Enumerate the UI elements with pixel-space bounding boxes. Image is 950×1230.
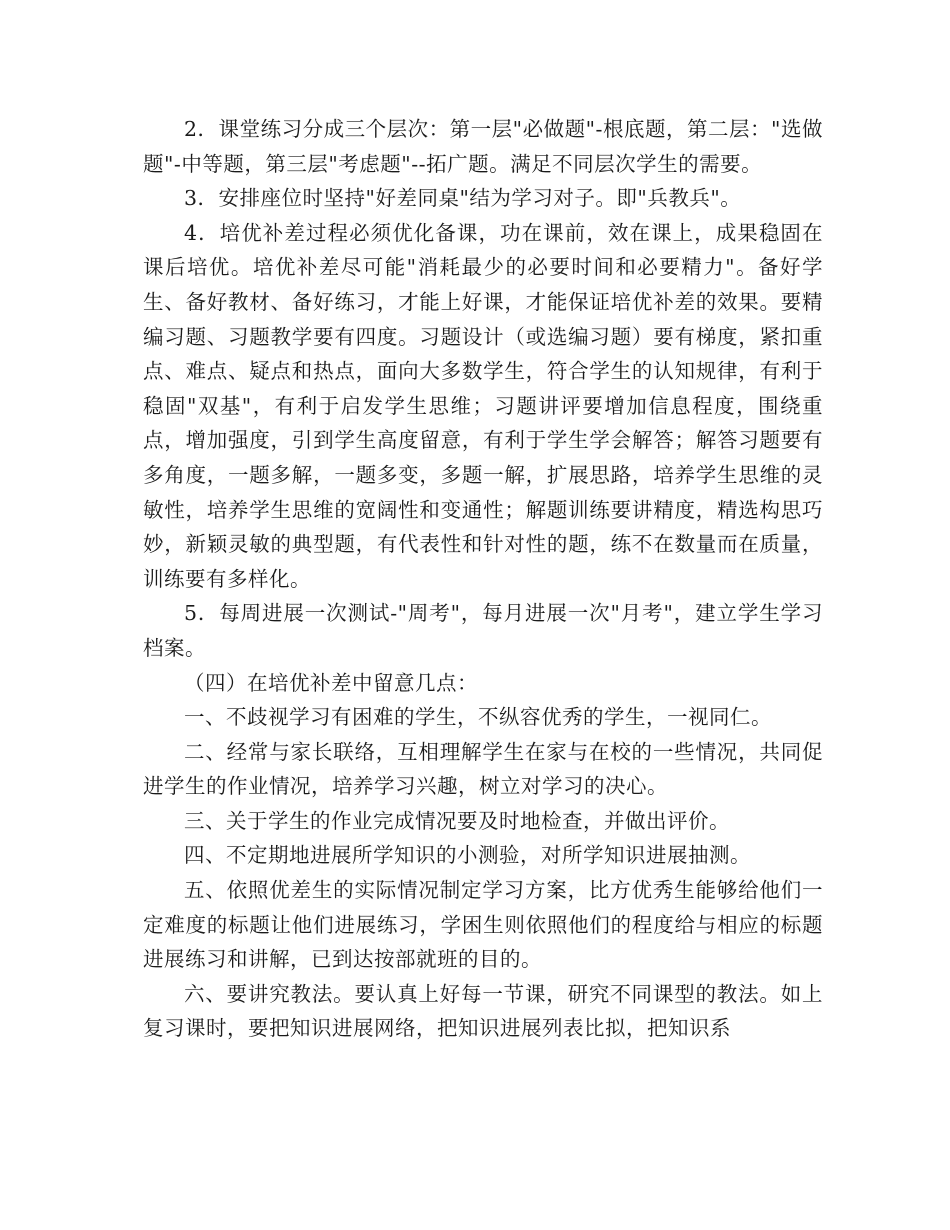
paragraph-testing: 5．每周进展一次测试-"周考"，每月进展一次"月考"，建立学生学习档案。 <box>143 601 823 660</box>
paragraph-layer-exercises: 2．课堂练习分成三个层次：第一层"必做题"-根底题，第二层："选做题"-中等题，第三层"考虑题"--拓广题。满足不同层次学生的需要。 <box>143 117 823 176</box>
document-body <box>143 112 823 1046</box>
paragraph-point-two: 二、经常与家长联络，互相理解学生在家与在校的一些情况，共同促进学生的作业情况，培养学习兴趣，树立对学习的决心。 <box>143 739 823 799</box>
paragraph-point-one: 一、不歧视学习有困难的学生，不纵容优秀的学生，一视同仁。 <box>184 705 772 730</box>
paragraph-lesson-prep: 4．培优补差过程必须优化备课，功在课前，效在课上，成果稳固在课后培优。培优补差尽可能"消耗最少的必要时间和必要精力"。备好学生、备好教材、备好练习，才能上好课，才能保证培优补差的效果。要精编习题、习题教学要有四度。习题设计（或选编习题）要有梯度，紧扣重点、难点、疑点和热点，面向大多数学生，符合学生的认知规律，有利于稳固"双基"，有利于启发学生思维；习题讲评要增加信息程度，围绕重点，增加强度，引到学生高度留意，有利于学生学会解答；解答习题要有多角度，一题多解，一题多变，多题一解，扩展思路，培养学生思维的灵敏性，培养学生思维的宽阔性和变通性；解题训练要讲精度，精选构思巧妙，新颖灵敏的典型题，有代表性和针对性的题，练不在数量而在质量，训练要有多样化。 <box>143 220 823 591</box>
paragraph-point-five: 五、依照优差生的实际情况制定学习方案，比方优秀生能够给他们一定难度的标题让他们进展练习，学困生则依照他们的程度给与相应的标题进展练习和讲解，已到达按部就班的目的。 <box>143 878 823 972</box>
paragraph-point-three: 三、关于学生的作业完成情况要及时地检查，并做出评价。 <box>184 808 730 833</box>
paragraph-point-six: 六、要讲究教法。要认真上好每一节课，研究不同课型的教法。如上复习课时，要把知识进展网络，把知识进展列表比拟，把知识系 <box>143 981 823 1041</box>
section-heading-four: （四）在培优补差中留意几点： <box>184 670 478 695</box>
paragraph-point-four: 四、不定期地进展所学知识的小测验，对所学知识进展抽测。 <box>184 843 751 868</box>
paragraph-seating: 3．安排座位时坚持"好差同桌"结为学习对子。即"兵教兵"。 <box>184 186 742 211</box>
